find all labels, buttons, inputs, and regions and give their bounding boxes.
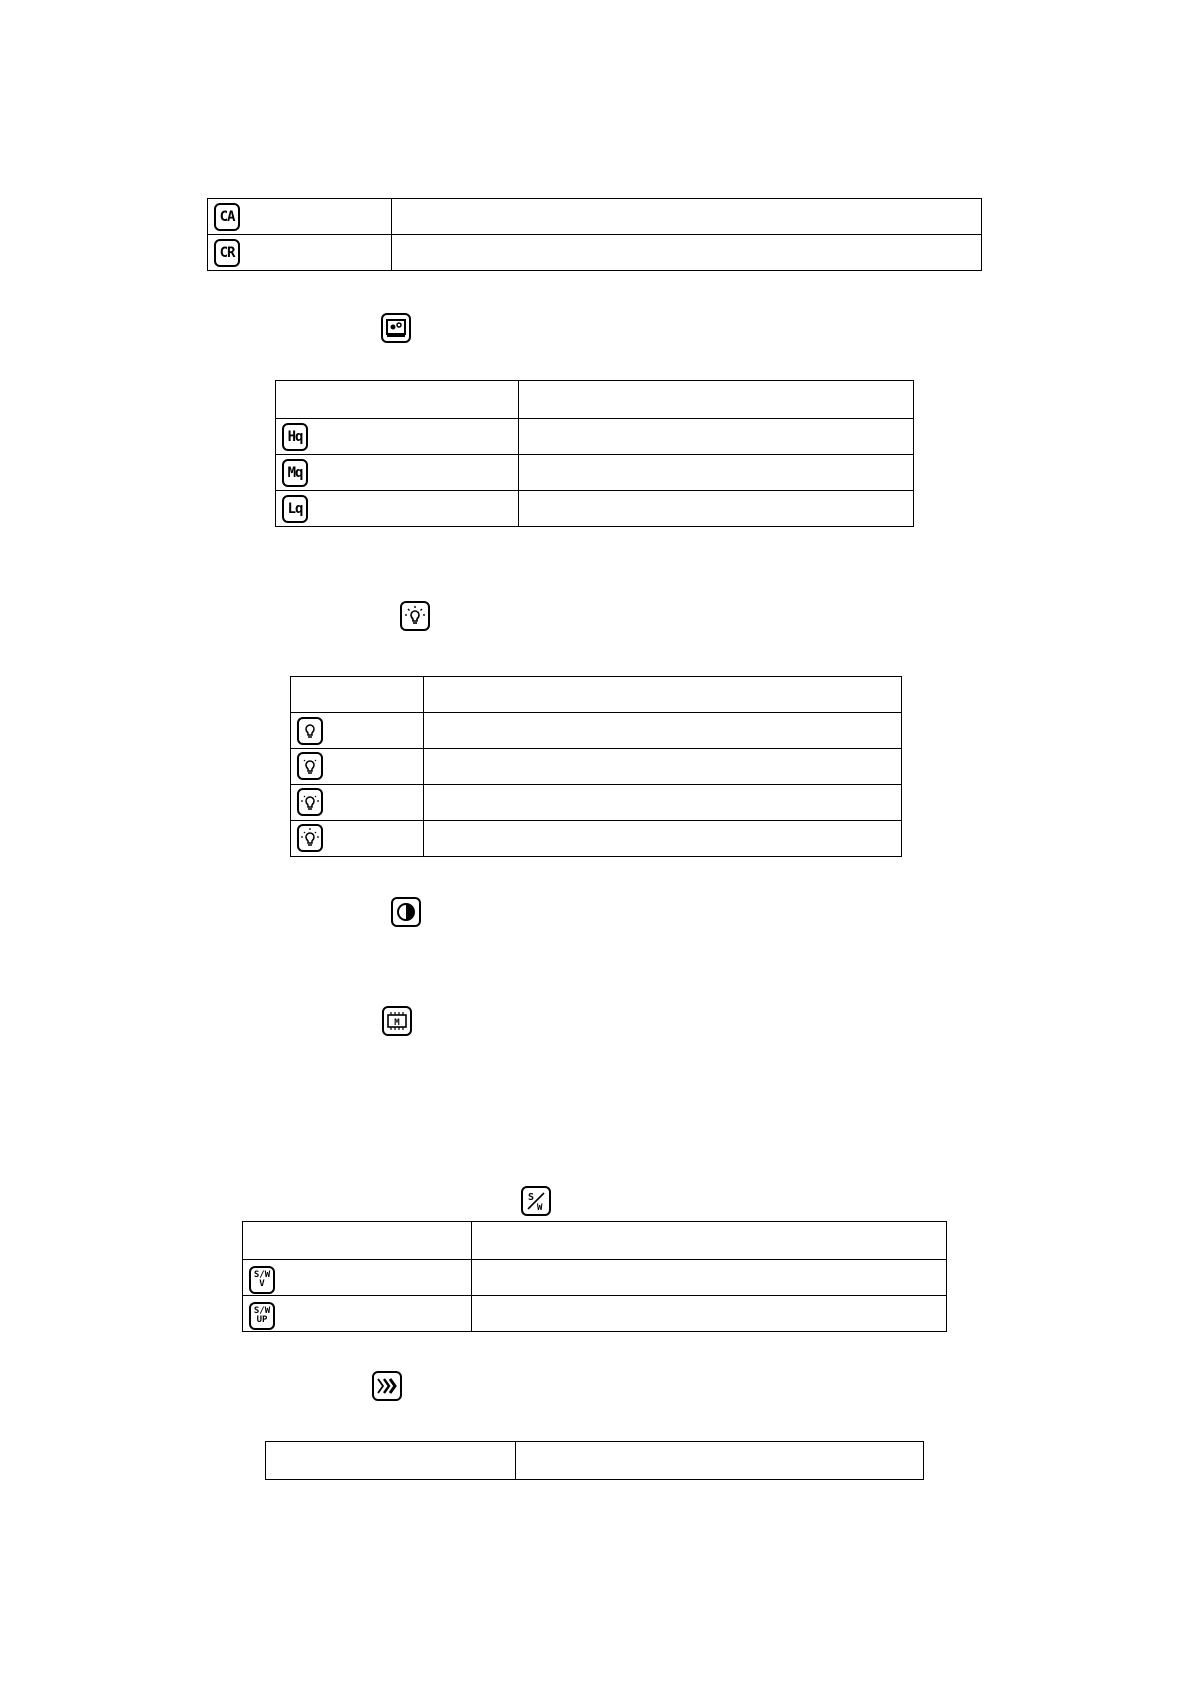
rotate-table	[207, 198, 982, 271]
table-header-cell	[519, 381, 914, 419]
table-cell	[208, 235, 392, 271]
table-cell	[291, 749, 424, 785]
table-cell	[424, 785, 902, 821]
bulb-level-1-icon	[297, 752, 323, 780]
table-cell	[266, 1442, 516, 1480]
picture-quality-table	[275, 380, 914, 527]
table-cell	[243, 1260, 472, 1296]
table-cell	[276, 455, 519, 491]
software-icon	[521, 1186, 551, 1216]
table-cell	[519, 419, 914, 455]
brightness-table	[290, 676, 902, 857]
software-update-icon	[249, 1302, 275, 1330]
table-header-cell	[243, 1222, 472, 1260]
table-cell	[392, 235, 982, 271]
table-cell	[519, 455, 914, 491]
svg-text:M: M	[394, 1018, 400, 1028]
table-cell	[291, 785, 424, 821]
table-cell	[424, 749, 902, 785]
fast-forward-table	[265, 1441, 924, 1480]
table-cell	[392, 199, 982, 235]
table-cell	[424, 713, 902, 749]
svg-text:W: W	[537, 1203, 543, 1213]
table-cell	[424, 821, 902, 857]
table-cell	[243, 1296, 472, 1332]
picture-quality-icon	[381, 313, 411, 343]
table-cell	[472, 1260, 947, 1296]
bulb-level-3-icon	[297, 824, 323, 852]
rotate-auto-icon: CA	[214, 203, 240, 231]
software-table	[242, 1221, 947, 1332]
software-update-top: S/W	[253, 1305, 271, 1316]
memory-card-icon	[382, 1006, 412, 1036]
bulb-level-2-icon	[297, 788, 323, 816]
fast-forward-icon	[372, 1371, 402, 1401]
table-cell	[208, 199, 392, 235]
bulb-level-0-icon	[297, 717, 323, 745]
table-cell	[291, 713, 424, 749]
table-cell	[516, 1442, 924, 1480]
table-header-cell	[291, 677, 424, 713]
contrast-icon	[391, 897, 421, 927]
quality-medium-icon: Mq	[282, 459, 308, 487]
table-cell	[276, 419, 519, 455]
table-header-cell	[424, 677, 902, 713]
table-header-cell	[472, 1222, 947, 1260]
software-version-bottom: V	[259, 1278, 265, 1289]
quality-high-icon: Hq	[282, 423, 308, 451]
software-version-top: S/W	[253, 1269, 271, 1280]
table-cell	[519, 491, 914, 527]
table-cell	[472, 1296, 947, 1332]
rotate-reset-icon: CR	[214, 239, 240, 267]
table-cell	[276, 491, 519, 527]
software-version-icon	[249, 1266, 275, 1294]
brightness-bulb-icon	[400, 601, 430, 631]
svg-text:S: S	[528, 1192, 535, 1203]
table-header-cell	[276, 381, 519, 419]
table-cell	[291, 821, 424, 857]
software-update-bottom: UP	[256, 1314, 268, 1325]
quality-low-icon: Lq	[282, 495, 308, 523]
